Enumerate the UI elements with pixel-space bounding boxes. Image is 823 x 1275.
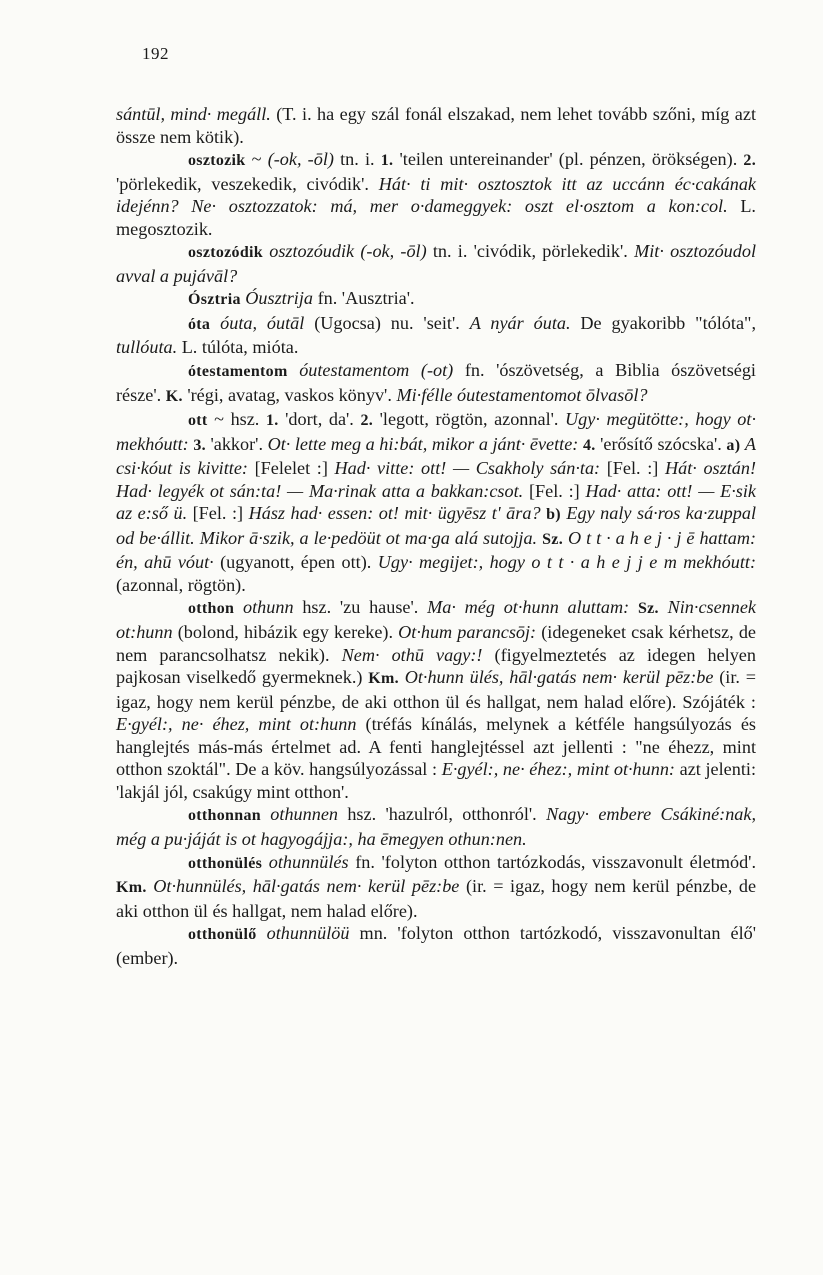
- headword: 4.: [582, 436, 596, 454]
- dialect-form: osztozóudik (-ok, -ōl): [269, 241, 427, 262]
- headword: Sz.: [637, 600, 659, 618]
- dialect-form: Nin·csennek ot:hunn: [116, 597, 757, 643]
- dialect-form: Ot·hunnülés, hāl·gatás nem· kerül pēz:be: [153, 876, 460, 897]
- headword: otthon: [188, 600, 235, 618]
- dialect-form: O t t · a h e j · j ē hattam: én, ahū vóut·: [116, 527, 757, 573]
- dialect-form: A nyár óuta.: [469, 312, 571, 333]
- dictionary-entry: [116, 359, 756, 408]
- dictionary-entry: [116, 803, 756, 850]
- dialect-form: Ot·hunn ülés, hāl·gatás nem· kerül pēz:be: [404, 667, 714, 688]
- definition-text: 'pörlekedik, veszekedik, civódik'.: [116, 173, 379, 194]
- headword: otthonülő: [188, 926, 257, 944]
- headword: otthonnan: [188, 807, 261, 825]
- dialect-form: E·gyél:, ne· éhez:, mint ot·hunn:: [441, 759, 675, 780]
- dialect-form: Ma· még ot·hunn aluttam:: [427, 597, 630, 618]
- definition-text: [288, 360, 300, 380]
- dialect-form: A csi·kóut is kivitte:: [116, 433, 757, 479]
- definition-text: 'régi, avatag, vaskos könyv'.: [182, 384, 397, 405]
- headword: ott: [188, 412, 208, 430]
- definition-text: (figyelmeztetés az idegen helyen pajkosan viselkedő gyermeknek.): [116, 644, 756, 688]
- definition-text: fn. 'ószövetség, a Biblia ószövetségi része'.: [116, 360, 756, 405]
- definition-text: (idegeneket csak kérhetsz, de nem parancsolhatsz nekik).: [116, 622, 756, 665]
- definition-text: [629, 597, 638, 617]
- definition-text: L. túlóta, mióta.: [177, 337, 299, 358]
- dictionary-entry: [116, 148, 756, 240]
- definition-text: L. megosztozik.: [116, 196, 756, 239]
- definition-text: azt jelenti: 'lakjál jól, csakúgy mint otthon'.: [116, 759, 756, 802]
- headword: ótestamentom: [188, 363, 288, 381]
- dialect-form: othunnen: [270, 804, 338, 825]
- headword: osztozódik: [188, 244, 263, 262]
- dialect-form: Ot·hum parancsōj:: [398, 622, 537, 643]
- headword: K.: [165, 387, 183, 405]
- dialect-form: Had· atta: ott! — E·sik az e:ső ü.: [116, 480, 756, 524]
- headword: Sz.: [542, 530, 563, 548]
- definition-text: 'dort, da'.: [278, 409, 361, 430]
- dictionary-entry: [116, 240, 756, 287]
- definition-text: De gyakoribb "tólóta",: [570, 312, 756, 333]
- dictionary-entry: [116, 596, 756, 803]
- definition-text: [261, 804, 270, 824]
- headword: 1.: [265, 412, 279, 430]
- dialect-form: Mit· osztozóudol avval a pujávāl?: [116, 241, 756, 286]
- definition-text: [Fel. :]: [523, 480, 586, 501]
- definition-text: (ugyanott, épen ott).: [213, 552, 378, 573]
- dialect-form: Óusztrija: [245, 288, 314, 309]
- headword: Km.: [368, 670, 399, 688]
- dialect-form: Had· vitte: ott! — Csakholy sán·ta:: [334, 458, 601, 479]
- dialect-form: sántūl, mind· megáll.: [116, 104, 271, 124]
- definition-text: fn. 'folyton otthon tartózkodás, visszavonult életmód'.: [348, 851, 756, 872]
- definition-text: (bolond, hibázik egy kereke).: [172, 622, 399, 643]
- headword: osztozik: [188, 152, 246, 170]
- definition-text: [210, 313, 220, 333]
- definition-text: ~: [245, 149, 268, 170]
- definition-text: hsz. 'zu hause'.: [293, 597, 428, 618]
- dictionary-entry: [116, 312, 756, 359]
- headword: 2.: [360, 412, 374, 430]
- dialect-form: Ugy· megijet:, hogy o t t · a h e j j e m mekhóutt:: [377, 552, 756, 573]
- definition-text: [257, 923, 267, 943]
- dialect-form: óuta, óutāl: [220, 312, 305, 333]
- dialect-form: E·gyél:, ne· éhez, mint ot:hunn: [116, 714, 357, 735]
- dialect-form: Ot· lette meg a hi:bát, mikor a jánt· ēvette:: [267, 433, 579, 454]
- definition-text: ~ hsz.: [207, 409, 266, 430]
- headword: 3.: [193, 436, 206, 454]
- headword: Km.: [116, 879, 147, 897]
- definition-text: (ir. = igaz, hogy nem kerül pénzbe, de aki otthon ül és hallgat, nem halad előre).: [116, 876, 757, 921]
- headword: óta: [188, 315, 211, 333]
- headword: otthonülés: [188, 854, 263, 872]
- definition-text: (tréfás kínálás, melynek a kétféle hangsúlyozás és hanglejtés más-más értelmet ad. A fenti hanglejtéssel azt jellenti : "ne éhezz, mint otthon szoktál". De a köv. hangsúlyozással :: [116, 714, 756, 780]
- dictionary-entry: [116, 922, 756, 969]
- headword: Ósztria: [188, 291, 241, 309]
- dialect-form: othunnülöü: [266, 923, 350, 944]
- headword: 1.: [380, 152, 394, 170]
- definition-text: 'erősítő szócska'.: [595, 433, 727, 454]
- definition-text: 'akkor'.: [205, 433, 268, 454]
- definition-text: (T. i. ha egy szál fonál elszakad, nem lehet tovább szőni, míg azt össze nem kötik).: [116, 104, 757, 147]
- dialect-form: Nagy· embere Csákiné:nak, még a pu·jáját is ot hagyogájja:, ha ēmegyen othun:nen.: [116, 804, 757, 849]
- headword: b): [546, 506, 561, 524]
- definition-text: [Fel. :]: [600, 458, 665, 479]
- page-number: 192: [142, 44, 169, 63]
- dialect-form: othunnülés: [268, 851, 349, 872]
- definition-text: (azonnal, rögtön).: [116, 574, 246, 595]
- definition-text: fn. 'Ausztria'.: [313, 288, 415, 309]
- definition-text: tn. i. 'civódik, pörlekedik'.: [426, 241, 635, 262]
- definition-text: 'legott, rögtön, azonnal'.: [373, 409, 566, 430]
- headword: a): [726, 436, 741, 454]
- definition-text: tn. i.: [333, 149, 381, 170]
- dialect-form: othunn: [243, 597, 294, 618]
- headword: 2.: [743, 152, 757, 170]
- dialect-form: tullóuta.: [116, 337, 178, 358]
- dictionary-entry: [116, 851, 756, 923]
- entry-continuation: [116, 103, 756, 148]
- definition-text: mn. 'folyton otthon tartózkodó, visszavonultan élő' (ember).: [116, 923, 756, 968]
- dialect-form: óutestamentom (-ot): [299, 360, 454, 381]
- dictionary-entry: [116, 408, 756, 596]
- dictionary-entry: [116, 287, 756, 312]
- definition-text: 'teilen untereinander' (pl. pénzen, örökségen).: [393, 149, 744, 170]
- dialect-form: (-ok, -ōl): [267, 149, 334, 170]
- definition-text: (ir. = igaz, hogy nem kerül pénzbe, de aki otthon ül és hallgat, nem halad előre). Szójáték :: [116, 667, 757, 712]
- definition-text: [Fel. :]: [187, 503, 249, 524]
- definition-text: [659, 597, 668, 617]
- dialect-form: Hász had· essen: ot! mit· ügyēsz t' āra?: [248, 503, 541, 524]
- dialect-form: Nem· othū vagy:!: [341, 644, 483, 665]
- definition-text: hsz. 'hazulról, otthonról'.: [338, 804, 547, 825]
- definition-text: (Ugocsa) nu. 'seit'.: [304, 312, 470, 333]
- dialect-form: Hát· ti mit· osztosztok itt az uccánn éc·cakának idejénn? Ne· osztozzatok: má, mer o·dameggyek: oszt el·osztom a kon:col.: [116, 173, 756, 217]
- dictionary-text: [116, 103, 756, 969]
- dialect-form: Mi·félle óutestamentomot ōlvasōl?: [396, 384, 648, 405]
- dialect-form: Hát· osztán! Had· legyék ot sán:ta! — Ma·rinak atta a bakkan:csot.: [116, 458, 756, 501]
- definition-text: [Felelet :]: [247, 458, 335, 479]
- dialect-form: Egy naly sá·ros ka·zuppal od be·állit. Mikor ā·szik, a le·pedöüt ot ma·ga alá sutojja.: [116, 503, 757, 548]
- definition-text: [262, 852, 269, 872]
- definition-text: [234, 597, 243, 617]
- dialect-form: Ugy· megütötte:, hogy ot· mekhóutt:: [116, 409, 756, 454]
